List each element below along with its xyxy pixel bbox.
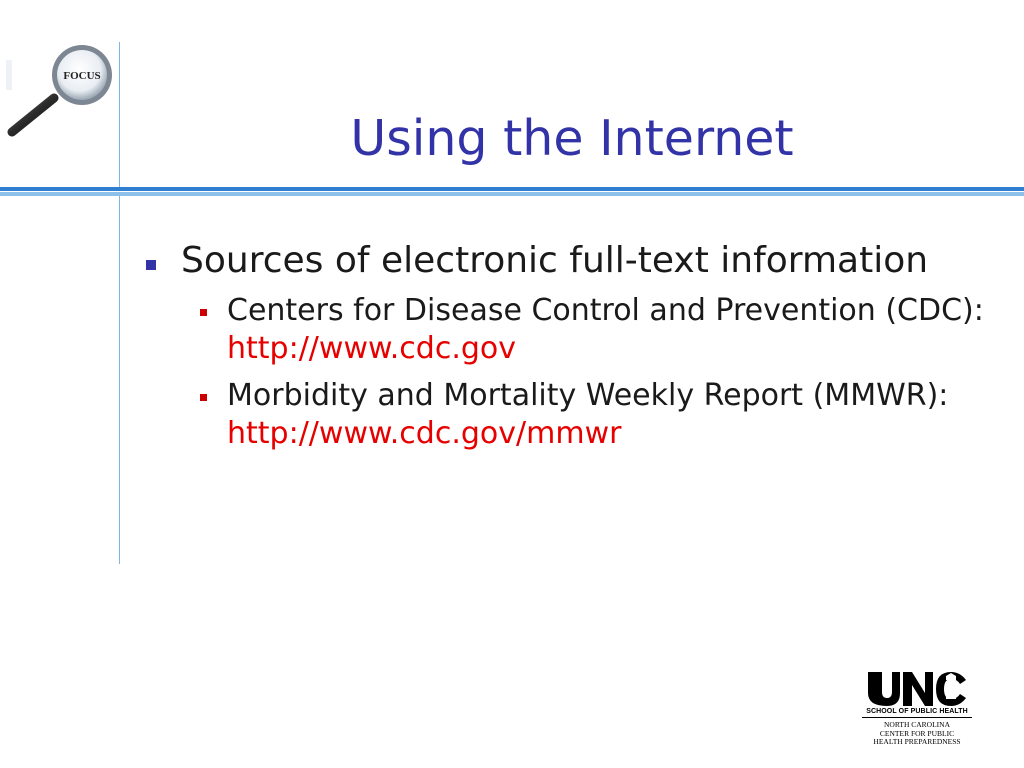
square-bullet-icon — [200, 309, 207, 316]
square-bullet-icon — [146, 260, 156, 270]
slide-body — [144, 238, 1004, 462]
unc-school-name: SCHOOL OF PUBLIC HEALTH — [862, 708, 972, 718]
unc-center-line: HEALTH PREPAREDNESS — [873, 737, 961, 746]
sub-bullet-list — [144, 292, 1004, 453]
mmwr-link[interactable]: http://www.cdc.gov/mmwr — [227, 416, 622, 451]
unc-mark-icon — [862, 668, 972, 708]
bullet-text: Sources of electronic full-text information — [181, 240, 929, 281]
unc-center-name — [862, 721, 972, 747]
svg-text:FOCUS: FOCUS — [63, 70, 101, 82]
unc-center-line: CENTER FOR PUBLIC — [879, 728, 955, 738]
unc-logo — [862, 668, 972, 748]
slide-title: Using the Internet — [350, 110, 794, 167]
magnifying-glass-icon — [0, 40, 120, 140]
bullet-level1 — [144, 238, 1004, 284]
square-bullet-icon — [200, 394, 207, 401]
sub-bullet-text: Centers for Disease Control and Prevention (CDC): — [227, 293, 984, 328]
sub-bullet-text: Morbidity and Mortality Weekly Report (MMWR): — [227, 378, 949, 413]
cdc-link[interactable]: http://www.cdc.gov — [227, 331, 517, 366]
sub-bullet-mmwr — [144, 377, 1004, 453]
title-underline — [0, 187, 1024, 196]
sub-bullet-cdc — [144, 292, 1004, 368]
focus-logo — [0, 40, 120, 140]
unc-center-line: NORTH CAROLINA — [883, 720, 950, 729]
